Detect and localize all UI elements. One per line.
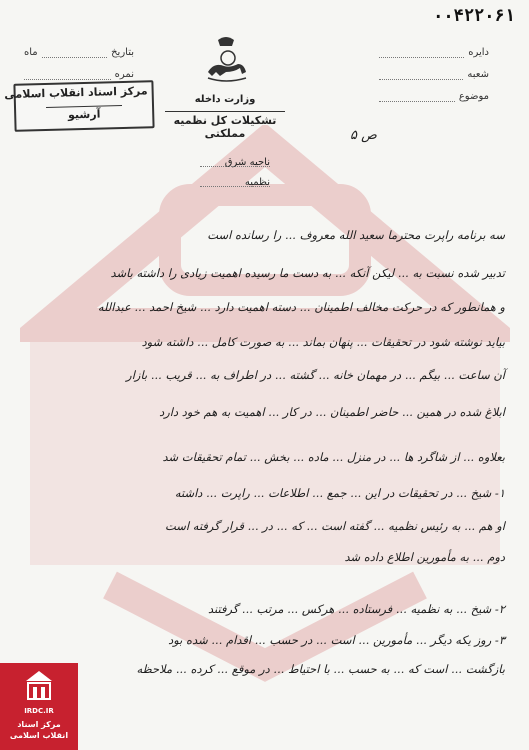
page-mark: ص ۵ (350, 128, 377, 143)
body-line: تدبیر شده نسبت به ... لیکن آنکه ... به دست ما رسیده اهمیت زیادی را داشته باشد (110, 266, 505, 280)
body-line: بعلاوه ... از شاگرد ها ... در منزل ... ماده ... بخش ... تمام تحقیقات شد (162, 450, 505, 464)
body-line: ۳- روز یکه دیگر ... مأمورین ... است ... در حسب ... اقدام ... شده بود (168, 633, 505, 647)
body-line: بیاید نوشته شود در تحقیقات ... پنهان بماند ... به صورت کامل ... داشته شود (141, 335, 505, 349)
label-subject: موضوع (458, 91, 489, 102)
organization-title: تشکیلات کل نظمیه مملکتی (173, 114, 277, 140)
header-left-fields (24, 40, 134, 80)
label-date: بتاریخ (111, 47, 134, 58)
title-rule (165, 111, 285, 112)
body-line: ۱- شیخ ... در تحقیقات در این ... جمع ... اطلاعات ... راپرت ... داشته (174, 486, 505, 500)
police-label: نظمیه (244, 177, 270, 188)
irdc-logo (0, 663, 78, 750)
body-line: ابلاغ شده در همین ... حاضر اطمینان ... در کار ... اهمیت به هم خود دارد (159, 405, 505, 419)
archive-stamp (4, 80, 154, 132)
label-division: دایره (468, 47, 489, 58)
archive-building-icon (24, 669, 54, 703)
body-line: آن ساعت ... بیگم ... در مهمان خانه ... گشته ... در اطراف به ... قریب ... بازار (126, 368, 505, 382)
stamp-center-name: مرکز اسناد انقلاب اسلامی (4, 84, 148, 102)
header-right-fields (379, 40, 489, 102)
stamp-archive-label: آرشیو (67, 107, 101, 122)
lion-sun-emblem-icon (200, 34, 252, 86)
dotted-line (200, 186, 270, 187)
body-line: بازگشت ... است که ... به حسب ... با احتیاط ... در موقع ... کرده ... ملاحظه (136, 662, 505, 676)
dotted-line (379, 57, 464, 58)
district-label: ناحیه شرق (224, 157, 270, 168)
label-branch: شعبه (467, 69, 489, 80)
logo-line2: انقلاب اسلامی (9, 731, 69, 740)
logo-site: IRDC.IR (24, 707, 54, 715)
body-line: او هم ... به رئیس نظمیه ... گفته است ... که ... در ... قرار گرفته است (165, 519, 505, 533)
body-line: سه برنامه راپرت محترما سعید الله معروف ... را رسانده است (207, 228, 505, 242)
body-line: ۲- شیخ ... به نظمیه ... فرستاده ... هرکس ... مرتب ... گرفتند (207, 602, 505, 616)
dotted-line (24, 79, 111, 80)
logo-line1: مرکز اسناد (17, 720, 61, 729)
logo-text (0, 719, 78, 741)
body-line: و همانطور که در حرکت مخالف اطمینان ... دسته اهمیت دارد ... شیخ احمد ... عبدالله (97, 300, 505, 314)
ministry-title: وزارت داخله (194, 94, 256, 105)
label-number: نمره (114, 69, 134, 80)
document-serial-number: ۰۰۴۲۲۰۶۱ (433, 6, 515, 26)
label-month: ماه (24, 47, 38, 58)
dotted-line (379, 101, 455, 102)
body-line: دوم ... به مأمورین اطلاع داده شد (344, 550, 505, 564)
dotted-line (42, 57, 107, 58)
dotted-line (379, 79, 463, 80)
dotted-line (200, 166, 270, 167)
